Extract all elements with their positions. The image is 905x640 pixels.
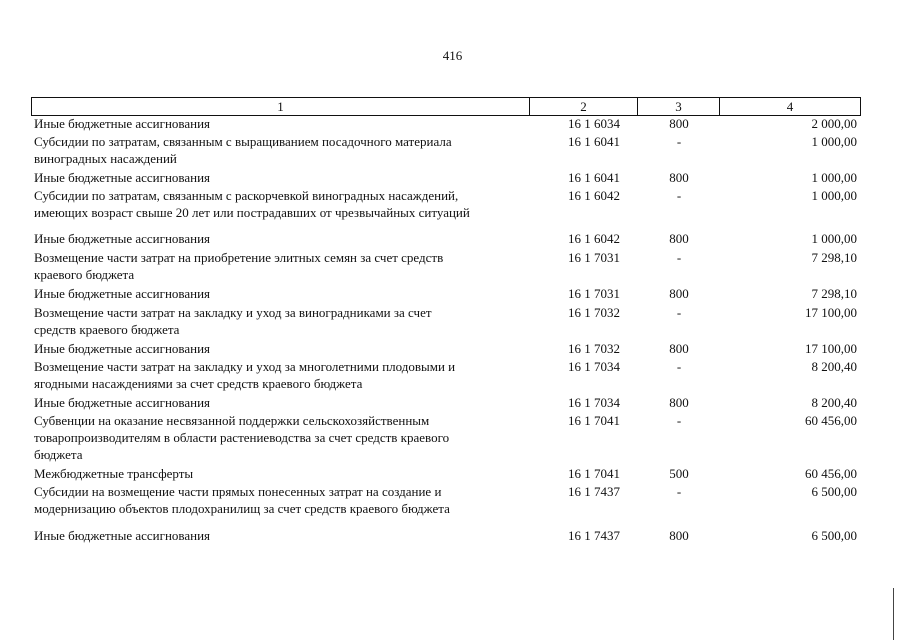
page-number: 416 <box>442 48 463 63</box>
row-amount: 1 000,00 <box>811 170 857 185</box>
row-code: 16 1 7437 <box>568 484 620 499</box>
row-type: 800 <box>669 395 689 410</box>
row-type: - <box>676 484 682 499</box>
row-amount: 2 000,00 <box>811 116 857 131</box>
row-description: Субсидии по затратам, связанным с раскорчевкой виноградных насаждений, имеющих возраст свыше 20 лет или пострадавших от чрезвычайных ситуаций <box>34 188 470 220</box>
row-type: - <box>676 250 682 265</box>
row-description: Субсидии на возмещение части прямых понесенных затрат на создание и модернизацию объектов плодохранилищ за счет средств краевого бюджета <box>34 484 450 516</box>
row-code: 16 1 7031 <box>568 250 620 265</box>
header-col-1: 1 <box>32 98 530 115</box>
row-code: 16 1 7032 <box>568 305 620 320</box>
row-amount: 60 456,00 <box>805 466 857 481</box>
row-amount: 60 456,00 <box>805 413 857 428</box>
row-code: 16 1 7034 <box>568 395 620 410</box>
row-amount: 7 298,10 <box>811 250 857 265</box>
row-code: 16 1 6042 <box>568 231 620 246</box>
row-code: 16 1 7032 <box>568 341 620 356</box>
row-amount: 17 100,00 <box>805 305 857 320</box>
row-code: 16 1 6034 <box>568 116 620 131</box>
row-description: Возмещение части затрат на приобретение элитных семян за счет средств краевого бюджета <box>34 250 444 282</box>
table-header <box>31 97 861 116</box>
row-amount: 8 200,40 <box>811 395 857 410</box>
row-description: Возмещение части затрат на закладку и уход за виноградниками за счет средств краевого бюджета <box>34 305 432 337</box>
row-type: - <box>676 305 682 320</box>
row-code: 16 1 6041 <box>568 170 620 185</box>
row-type: - <box>676 134 682 149</box>
row-type: 800 <box>669 341 689 356</box>
row-description: Иные бюджетные ассигнования <box>34 395 211 410</box>
row-type: 500 <box>669 466 689 481</box>
row-type: - <box>676 413 682 428</box>
header-col-2: 2 <box>530 98 638 115</box>
row-code: 16 1 7034 <box>568 359 620 374</box>
row-code: 16 1 6042 <box>568 188 620 203</box>
row-amount: 1 000,00 <box>811 188 857 203</box>
row-type: 800 <box>669 286 689 301</box>
row-amount: 6 500,00 <box>811 484 857 499</box>
row-type: 800 <box>669 231 689 246</box>
header-col-4: 4 <box>786 99 794 114</box>
row-description: Иные бюджетные ассигнования <box>34 231 211 246</box>
row-description: Иные бюджетные ассигнования <box>34 286 211 301</box>
row-code: 16 1 7041 <box>568 466 620 481</box>
row-description: Межбюджетные трансферты <box>34 466 194 481</box>
row-description: Субвенции на оказание несвязанной поддержки сельскохозяйственным товаропроизводителям в области растениеводства за счет средств краевого бюджета <box>34 413 450 462</box>
row-description: Субсидии по затратам, связанным с выращиванием посадочного материала виноградных насаждений <box>34 134 452 166</box>
header-col-3: 3 <box>638 98 720 115</box>
row-description: Иные бюджетные ассигнования <box>34 528 211 543</box>
row-description: Возмещение части затрат на закладку и уход за многолетними плодовыми и ягодными насаждениями за счет средств краевого бюджета <box>34 359 456 391</box>
row-code: 16 1 7031 <box>568 286 620 301</box>
row-amount: 8 200,40 <box>811 359 857 374</box>
row-type: 800 <box>669 116 689 131</box>
row-code: 16 1 7041 <box>568 413 620 428</box>
row-amount: 1 000,00 <box>811 134 857 149</box>
row-description: Иные бюджетные ассигнования <box>34 341 211 356</box>
row-amount: 6 500,00 <box>811 528 857 543</box>
row-type: - <box>676 188 682 203</box>
row-amount: 7 298,10 <box>811 286 857 301</box>
row-description: Иные бюджетные ассигнования <box>34 170 211 185</box>
row-code: 16 1 6041 <box>568 134 620 149</box>
row-type: 800 <box>669 170 689 185</box>
row-code: 16 1 7437 <box>568 528 620 543</box>
row-amount: 17 100,00 <box>805 341 857 356</box>
row-description: Иные бюджетные ассигнования <box>34 116 211 131</box>
scan-edge-line <box>893 588 894 640</box>
row-amount: 1 000,00 <box>811 231 857 246</box>
row-type: 800 <box>669 528 689 543</box>
row-type: - <box>676 359 682 374</box>
